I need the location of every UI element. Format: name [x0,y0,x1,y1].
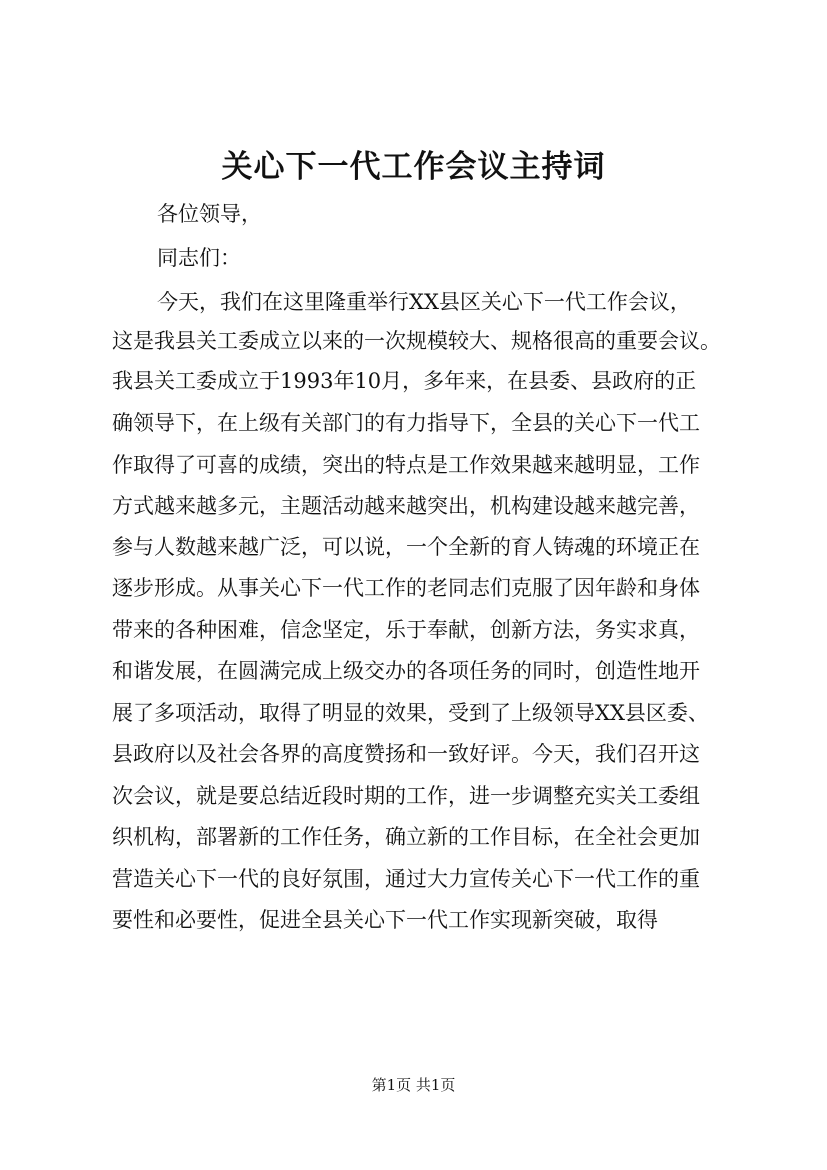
body-line: 参与人数越来越广泛，可以说，一个全新的育人铸魂的环境正在 [112,535,700,559]
salutation-leaders: 各位领导， [157,202,262,226]
body-line: 作取得了可喜的成绩，突出的特点是工作效果越来越明显，工作 [112,453,700,477]
body-line: 营造关心下一代的良好氛围，通过大力宣传关心下一代工作的重 [112,867,700,891]
body-line: 今天，我们在这里隆重举行XX县区关心下一代工作会议， [157,290,691,314]
salutation-comrades: 同志们： [157,246,241,270]
body-line: 次会议，就是要总结近段时期的工作，进一步调整充实关工委组 [112,784,700,808]
body-line: 带来的各种困难，信念坚定，乐于奉献，创新方法，务实求真， [112,618,700,642]
body-line: 逐步形成。从事关心下一代工作的老同志们克服了因年龄和身体 [112,576,700,600]
body-line: 确领导下，在上级有关部门的有力指导下，全县的关心下一代工 [112,411,700,435]
document-title: 关心下一代工作会议主持词 [221,149,606,185]
body-line: 和谐发展，在圆满完成上级交办的各项任务的同时，创造性地开 [112,659,700,683]
body-line: 展了多项活动，取得了明显的效果，受到了上级领导XX县区委、 [112,701,709,725]
body-line: 县政府以及社会各界的高度赞扬和一致好评。今天，我们召开这 [112,742,700,766]
page-number-footer: 第1页 共1页 [371,1076,456,1094]
body-line: 这是我县关工委成立以来的一次规模较大、规格很高的重要会议。 [112,329,721,353]
body-line: 方式越来越多元，主题活动越来越突出，机构建设越来越完善， [112,494,700,518]
body-line: 要性和必要性，促进全县关心下一代工作实现新突破，取得 [112,908,658,932]
body-line: 织机构，部署新的工作任务，确立新的工作目标，在全社会更加 [112,825,700,849]
body-line: 我县关工委成立于1993年10月，多年来，在县委、县政府的正 [112,369,697,393]
